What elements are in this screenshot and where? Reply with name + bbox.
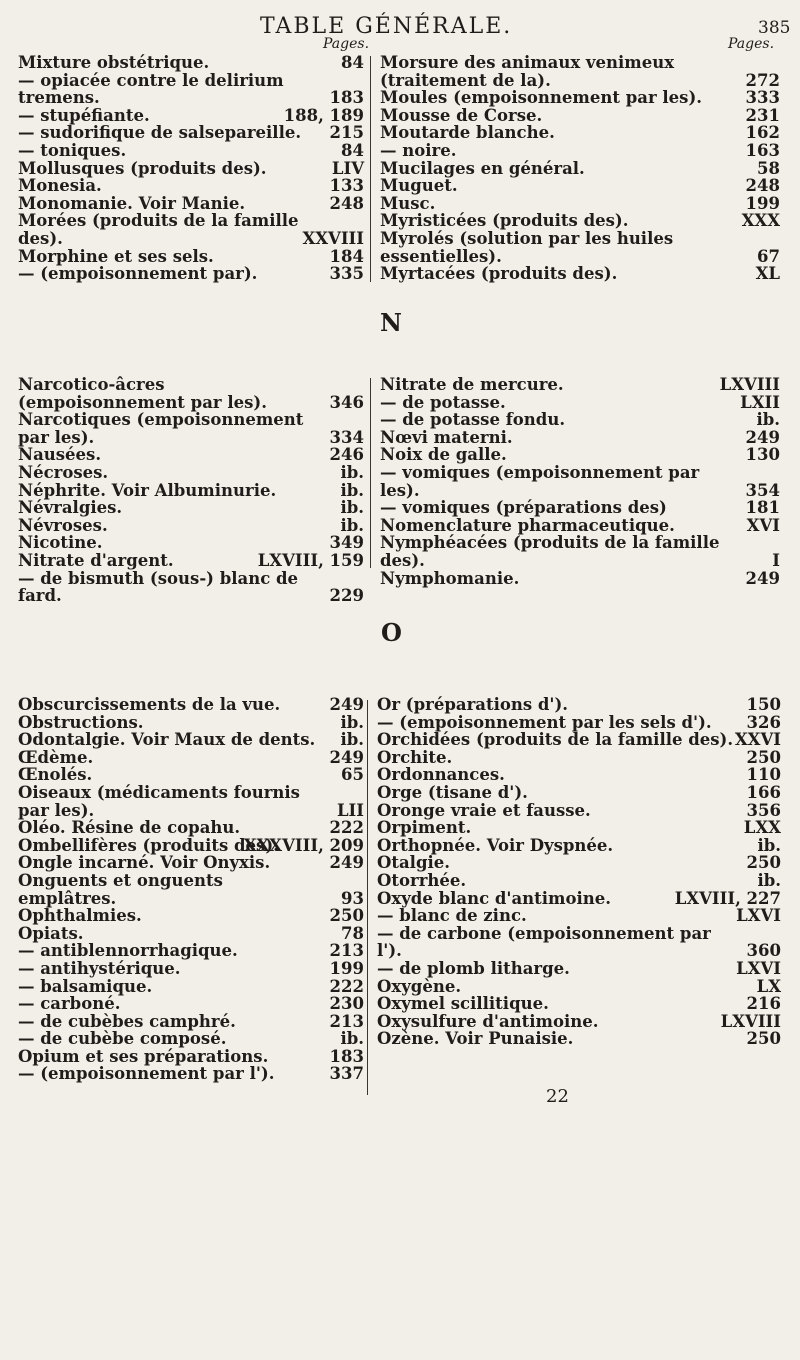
column-divider-o [367,700,368,1095]
entry-term: — de plomb litharge. [377,958,570,978]
entry-page-ref: 349 [329,533,364,553]
entry-page-ref: 334 [329,427,364,447]
entry-term: Opiats. [18,923,84,943]
entry-page-ref: ib. [340,1029,364,1049]
entry-page-ref: LXVIII [719,375,780,394]
entry-page-ref: 183 [329,88,364,108]
entry-term: Monesia. [18,176,102,196]
entry-term: Obscurcissements de la vue. [18,695,281,714]
index-entry [377,784,781,802]
index-entry [18,177,364,195]
entry-term: Narcotiques (empoisonnement par les). [18,410,304,447]
entry-term: Obstructions. [18,712,144,732]
index-entry [18,124,364,142]
entry-page-ref: 183 [329,1046,364,1066]
entry-page-ref: 272 [745,70,780,90]
index-entry [380,265,780,283]
section-m-right-column [380,54,780,283]
entry-term: Morées (produits de la famille des). [18,211,299,248]
index-entry [380,124,780,142]
index-entry [18,731,364,749]
index-entry [18,265,364,283]
entry-page-ref: LX [756,976,781,996]
entry-term: Noix de galle. [380,445,507,465]
entry-term: Moules (empoisonnement par les). [380,88,703,108]
index-entry [377,714,781,732]
index-entry [377,837,781,855]
entry-term: — noire. [380,140,457,160]
entry-term: — toniques. [18,140,127,160]
index-entry [18,766,364,784]
entry-term: Musc. [380,193,436,213]
entry-page-ref: XXVIII [302,228,364,248]
entry-term: Orchidées (produits de la famille des). [377,730,734,750]
entry-page-ref: 356 [746,800,781,820]
index-entry [18,749,364,767]
entry-page-ref: 162 [745,123,780,143]
index-entry [18,872,364,907]
entry-term: Néphrite. Voir Albuminurie. [18,480,277,500]
entry-page-ref: XL [755,264,780,284]
entry-term: Nomenclature pharmaceutique. [380,515,675,535]
entry-page-ref: XXXVIII, 209 [243,835,364,855]
index-entry [380,212,780,230]
entry-page-ref: 250 [746,1029,781,1049]
entry-term: Onguents et onguents emplâtres. [18,870,223,908]
section-n-right-column [380,376,780,587]
index-entry [18,1013,364,1031]
entry-term: Oiseaux (médicaments fournis par les). [18,782,300,820]
index-entry [377,696,781,714]
index-entry [380,107,780,125]
entry-term: Oronge vraie et fausse. [377,800,591,820]
entry-page-ref: 130 [745,445,780,465]
running-title: TABLE GÉNÉRALE. [260,14,513,39]
entry-term: Orpiment. [377,818,472,838]
index-entry [380,429,780,447]
pages-label-right: Pages. [728,36,775,52]
entry-page-ref: 250 [746,853,781,873]
index-entry [18,1065,364,1083]
index-entry [380,534,780,569]
entry-page-ref: 184 [329,246,364,266]
entry-page-ref: 360 [746,941,781,961]
pages-label-left: Pages. [323,36,370,52]
entry-page-ref: 249 [329,853,364,873]
index-entry [18,446,364,464]
entry-page-ref: 346 [329,392,364,412]
entry-page-ref: 150 [746,695,781,714]
entry-page-ref: 249 [329,695,364,714]
index-entry [380,142,780,160]
entry-term: Mollusques (produits des). [18,158,267,178]
index-entry [380,177,780,195]
column-divider-n [370,378,371,568]
index-entry [18,107,364,125]
entry-page-ref: ib. [340,515,364,535]
entry-term: — sudorifique de salsepareille. [18,123,302,143]
entry-page-ref: 216 [746,994,781,1014]
index-entry [18,1048,364,1066]
entry-term: Nicotine. [18,533,103,553]
index-entry [377,1030,781,1048]
entry-term: Orthopnée. Voir Dyspnée. [377,835,614,855]
entry-page-ref: 249 [745,568,780,588]
entry-term: — de potasse. [380,392,506,412]
index-entry [380,411,780,429]
entry-term: — de potasse fondu. [380,410,566,430]
entry-page-ref: I [772,550,780,570]
index-entry [380,195,780,213]
entry-page-ref: XXVI [734,730,781,750]
entry-page-ref: XVI [746,515,780,535]
entry-term: Mucilages en général. [380,158,585,178]
entry-page-ref: 163 [745,140,780,160]
index-entry [18,142,364,160]
index-entry [18,570,364,605]
entry-page-ref: ib. [340,712,364,732]
entry-page-ref: 65 [341,765,364,785]
entry-page-ref: 199 [745,193,780,213]
entry-term: Mixture obstétrique. [18,53,210,72]
entry-page-ref: 58 [757,158,780,178]
index-entry [380,160,780,178]
entry-term: Morphine et ses sels. [18,246,214,266]
index-entry [18,995,364,1013]
entry-page-ref: XXX [741,211,780,231]
entry-term: Œdème. [18,747,94,767]
entry-page-ref: LXX [743,818,781,838]
entry-term: Oxyde blanc d'antimoine. [377,888,611,908]
section-m-left-column [18,54,364,283]
section-o-left-column [18,696,364,1083]
index-entry [18,72,364,107]
index-entry [377,749,781,767]
entry-term: Myristicées (produits des). [380,211,629,231]
entry-page-ref: ib. [340,480,364,500]
index-entry [377,995,781,1013]
entry-page-ref: 67 [757,246,780,266]
page-number: 385 [758,18,791,38]
entry-page-ref: 248 [329,193,364,213]
entry-page-ref: LXVIII [720,1011,781,1031]
entry-page-ref: LXVIII, 159 [257,550,364,570]
entry-term: — opiacée contre le delirium tremens. [18,70,284,108]
entry-page-ref: 246 [329,445,364,465]
index-entry [18,837,364,855]
entry-term: Ozène. Voir Punaisie. [377,1029,574,1049]
index-entry [377,802,781,820]
entry-page-ref: LXVIII, 227 [674,888,781,908]
index-entry [377,766,781,784]
index-entry [18,534,364,552]
entry-term: Moutarde blanche. [380,123,555,143]
entry-page-ref: 213 [329,1011,364,1031]
entry-page-ref: 250 [329,906,364,926]
entry-term: Oxygène. [377,976,462,996]
index-entry [18,942,364,960]
entry-term: — antiblennorrhagique. [18,941,238,961]
index-entry [380,499,780,517]
index-entry [18,411,364,446]
entry-page-ref: 84 [341,140,364,160]
index-entry [380,464,780,499]
index-entry [18,978,364,996]
entry-term: — carboné. [18,994,121,1014]
index-entry [18,714,364,732]
index-entry [377,890,781,908]
entry-term: Nœvi materni. [380,427,513,447]
index-entry [18,195,364,213]
index-entry [380,230,780,265]
index-entry [18,925,364,943]
index-entry [377,907,781,925]
entry-term: Ongle incarné. Voir Onyxis. [18,853,271,873]
entry-page-ref: 93 [341,888,364,908]
entry-page-ref: 78 [341,923,364,943]
entry-page-ref: 229 [329,586,364,606]
entry-page-ref: ib. [340,462,364,482]
entry-term: — vomiques (préparations des) [380,498,667,518]
entry-page-ref: 248 [745,176,780,196]
entry-term: Nécroses. [18,462,109,482]
entry-term: — (empoisonnement par l'). [18,1064,275,1084]
entry-term: Or (préparations d'). [377,695,569,714]
entry-term: — blanc de zinc. [377,906,527,926]
entry-page-ref: 337 [329,1064,364,1084]
entry-page-ref: 110 [746,765,781,785]
entry-term: — stupéfiante. [18,105,150,125]
entry-page-ref: LXVI [736,958,781,978]
entry-term: Nitrate d'argent. [18,550,174,570]
entry-page-ref: LII [336,800,364,820]
index-entry [377,731,781,749]
index-entry [18,696,364,714]
entry-term: Opium et ses préparations. [18,1046,269,1066]
index-entry [377,872,781,890]
entry-page-ref: 215 [329,123,364,143]
entry-term: Orge (tisane d'). [377,782,528,802]
entry-term: Myrolés (solution par les huiles essentielles). [380,228,674,266]
entry-page-ref: LIV [331,158,364,178]
index-entry [18,819,364,837]
entry-page-ref: 326 [746,712,781,732]
index-entry [377,960,781,978]
entry-term: — (empoisonnement par les sels d'). [377,712,712,732]
entry-page-ref: 231 [745,105,780,125]
section-n-left-column [18,376,364,605]
index-entry [18,464,364,482]
entry-term: Ophthalmies. [18,906,142,926]
entry-page-ref: 188, 189 [283,105,364,125]
entry-term: — antihystérique. [18,958,181,978]
entry-term: Oxymel scillitique. [377,994,549,1014]
entry-page-ref: 84 [341,53,364,72]
index-entry [380,376,780,394]
entry-term: Otalgie. [377,853,451,873]
index-entry [380,570,780,588]
index-entry [18,482,364,500]
entry-page-ref: ib. [340,498,364,518]
index-entry [18,784,364,819]
entry-term: Oléo. Résine de copahu. [18,818,241,838]
index-entry [380,54,780,89]
entry-page-ref: 230 [329,994,364,1014]
entry-page-ref: LXII [740,392,780,412]
entry-page-ref: ib. [340,730,364,750]
index-entry [18,1030,364,1048]
index-entry [377,1013,781,1031]
index-entry [377,854,781,872]
index-entry [18,517,364,535]
entry-page-ref: 250 [746,747,781,767]
page-header [0,6,800,46]
entry-term: Nymphomanie. [380,568,520,588]
index-entry [377,819,781,837]
index-entry [18,499,364,517]
entry-page-ref: LXVI [736,906,781,926]
index-entry [377,978,781,996]
entry-term: — de carbone (empoisonnement par l'). [377,923,711,961]
entry-term: — de cubèbes camphré. [18,1011,236,1031]
index-entry [18,854,364,872]
entry-term: Mousse de Corse. [380,105,543,125]
entry-term: Nausées. [18,445,102,465]
entry-page-ref: 333 [745,88,780,108]
entry-term: Monomanie. Voir Manie. [18,193,246,213]
index-entry [18,376,364,411]
index-entry [377,925,781,960]
entry-page-ref: 181 [745,498,780,518]
section-letter-o: O [381,618,402,647]
index-entry [18,960,364,978]
entry-term: Otorrhée. [377,870,467,890]
entry-page-ref: 213 [329,941,364,961]
entry-term: Myrtacées (produits des). [380,264,618,284]
index-entry [18,160,364,178]
entry-term: Morsure des animaux venimeux (traitement de la). [380,53,675,90]
index-entry [380,517,780,535]
index-entry [18,907,364,925]
entry-term: Œnolés. [18,765,93,785]
entry-term: Nymphéacées (produits de la famille des). [380,533,720,570]
entry-term: Oxysulfure d'antimoine. [377,1011,599,1031]
entry-term: Ordonnances. [377,765,505,785]
section-letter-n: N [380,308,402,337]
entry-page-ref: ib. [756,410,780,430]
index-entry [380,89,780,107]
index-entry [18,54,364,72]
entry-term: Ombellifères (produits des). [18,835,279,855]
column-divider-m [370,56,371,282]
entry-page-ref: 199 [329,958,364,978]
entry-page-ref: 222 [329,818,364,838]
entry-term: Névralgies. [18,498,123,518]
entry-term: — (empoisonnement par). [18,264,258,284]
index-entry [18,552,364,570]
entry-term: Orchite. [377,747,453,767]
entry-term: — de bismuth (sous-) blanc de fard. [18,568,299,606]
entry-page-ref: ib. [757,870,781,890]
index-entry [18,212,364,247]
entry-term: Nitrate de mercure. [380,375,564,394]
entry-term: Muguet. [380,176,458,196]
index-entry [380,446,780,464]
entry-term: Odontalgie. Voir Maux de dents. [18,730,316,750]
entry-term: Narcotico-âcres (empoisonnement par les). [18,375,267,412]
section-o-right-column [377,696,781,1048]
entry-term: — balsamique. [18,976,153,996]
entry-page-ref: ib. [757,835,781,855]
index-entry [18,248,364,266]
entry-page-ref: 249 [745,427,780,447]
entry-term: Névroses. [18,515,108,535]
entry-page-ref: 249 [329,747,364,767]
entry-page-ref: 133 [329,176,364,196]
signature-mark: 22 [546,1086,569,1107]
entry-page-ref: 335 [329,264,364,284]
entry-term: — vomiques (empoisonnement par les). [380,462,700,500]
entry-term: — de cubèbe composé. [18,1029,227,1049]
entry-page-ref: 354 [745,480,780,500]
entry-page-ref: 222 [329,976,364,996]
index-entry [380,394,780,412]
entry-page-ref: 166 [746,782,781,802]
